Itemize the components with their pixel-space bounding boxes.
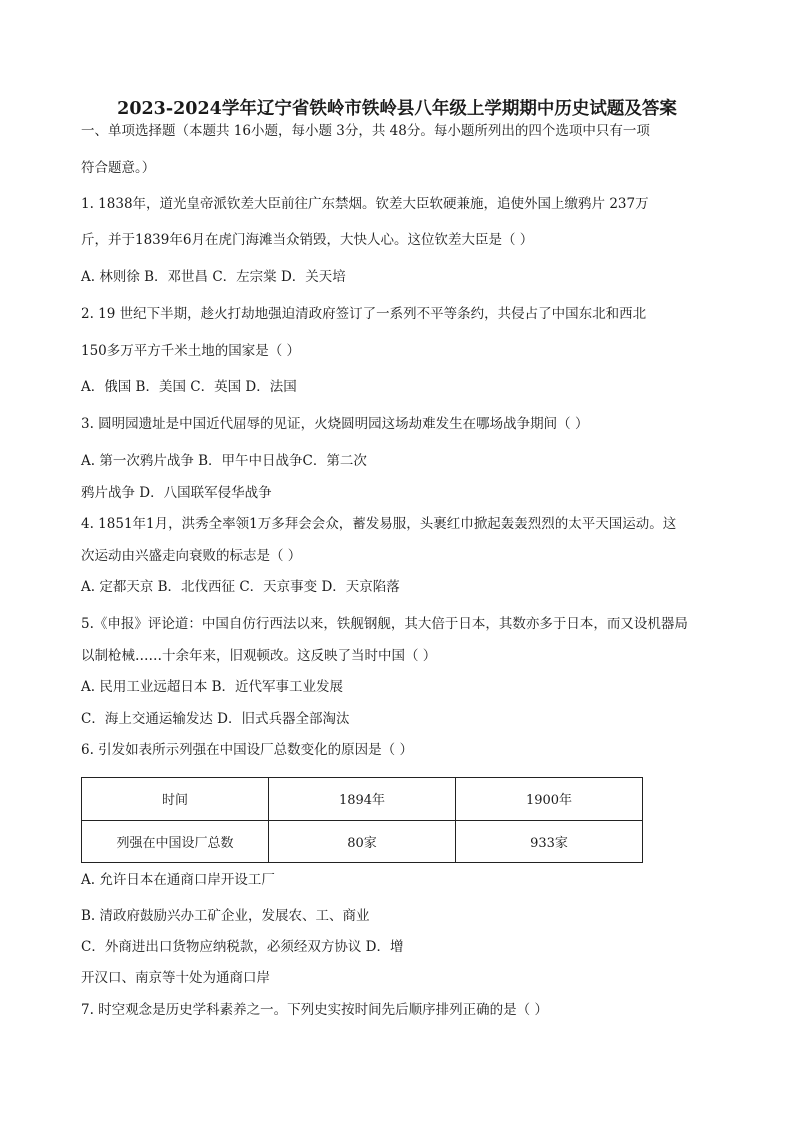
question-3-options-line-2: 鸦片战争 D．八国联军侵华战争: [81, 485, 272, 501]
question-5-options-line-2: C．海上交通运输发达 D．旧式兵器全部淘汰: [81, 711, 350, 727]
question-2-stem-line-1: 2. 19 世纪下半期，趁火打劫地强迫清政府签订了一系列不平等条约，共侵占了中国东北和西北: [81, 306, 647, 322]
question-1-stem-line-1: 1. 1838年，道光皇帝派钦差大臣前往广东禁烟。钦差大臣软硬兼施，追使外国上缴鸦片 237万: [81, 196, 649, 212]
table-cell: 80家: [269, 820, 456, 863]
question-4-stem-line-1: 4. 1851年1月，洪秀全率领1万多拜会会众，蓄发易服，头裹红巾掀起轰轰烈烈的太平天国运动。这: [81, 516, 677, 532]
question-6-option-c: C．外商进出口货物应纳税款，必须经双方协议 D．增: [81, 939, 404, 955]
question-6-option-d: 开汉口、南京等十处为通商口岸: [81, 970, 270, 986]
question-4-stem-line-2: 次运动由兴盛走向衰败的标志是（ ）: [81, 548, 302, 564]
question-2-options: A．俄国 B．美国 C．英国 D．法国: [81, 379, 297, 395]
factory-count-table: [81, 777, 643, 863]
table-cell: 时间: [82, 778, 269, 821]
question-1-options: A. 林则徐 B．邓世昌 C．左宗棠 D．关天培: [81, 269, 346, 285]
table-cell: 1900年: [456, 778, 643, 821]
question-4-options: A. 定都天京 B．北伐西征 C．天京事变 D．天京陷落: [81, 579, 400, 595]
page-title: 2023-2024学年辽宁省铁岭市铁岭县八年级上学期期中历史试题及答案: [117, 99, 677, 119]
question-1-stem-line-2: 斤，并于1839年6月在虎门海滩当众销毁，大快人心。这位钦差大臣是（ ）: [81, 232, 534, 248]
question-5-options-line-1: A. 民用工业远超日本 B．近代军事工业发展: [81, 679, 344, 695]
question-3-stem: 3. 圆明园遗址是中国近代屈辱的见证，火烧圆明园这场劫难发生在哪场战争期间（ ）: [81, 416, 589, 432]
section-heading-line-1: 一、单项选择题（本题共 16小题，每小题 3分，共 48分。每小题所列出的四个选项中只有一项: [81, 123, 650, 139]
question-6-option-a: A. 允许日本在通商口岸开设工厂: [81, 872, 275, 888]
table-row: [82, 820, 643, 863]
table-cell: 1894年: [269, 778, 456, 821]
question-7-stem: 7. 时空观念是历史学科素养之一。下列史实按时间先后顺序排列正确的是（ ）: [81, 1002, 548, 1018]
question-3-options-line-1: A. 第一次鸦片战争 B．甲午中日战争C．第二次: [81, 453, 367, 469]
question-6-stem: 6. 引发如表所示列强在中国设厂总数变化的原因是（ ）: [81, 742, 413, 758]
section-heading-line-2: 符合题意。）: [81, 160, 156, 176]
question-5-stem-line-2: 以制枪械……十余年来，旧观顿改。这反映了当时中国（ ）: [81, 648, 437, 664]
table-header-row: [82, 778, 643, 821]
question-6-option-b: B. 清政府鼓励兴办工矿企业，发展农、工、商业: [81, 908, 370, 924]
table-cell: 933家: [456, 820, 643, 863]
question-5-stem-line-1: 5.《申报》评论道：中国自仿行西法以来，铁舰钢舰，其大倍于日本，其数亦多于日本，而又设机器局: [81, 616, 688, 632]
table-cell: 列强在中国设厂总数: [82, 820, 269, 863]
question-2-stem-line-2: 150多万平方千米土地的国家是（ ）: [81, 343, 301, 359]
